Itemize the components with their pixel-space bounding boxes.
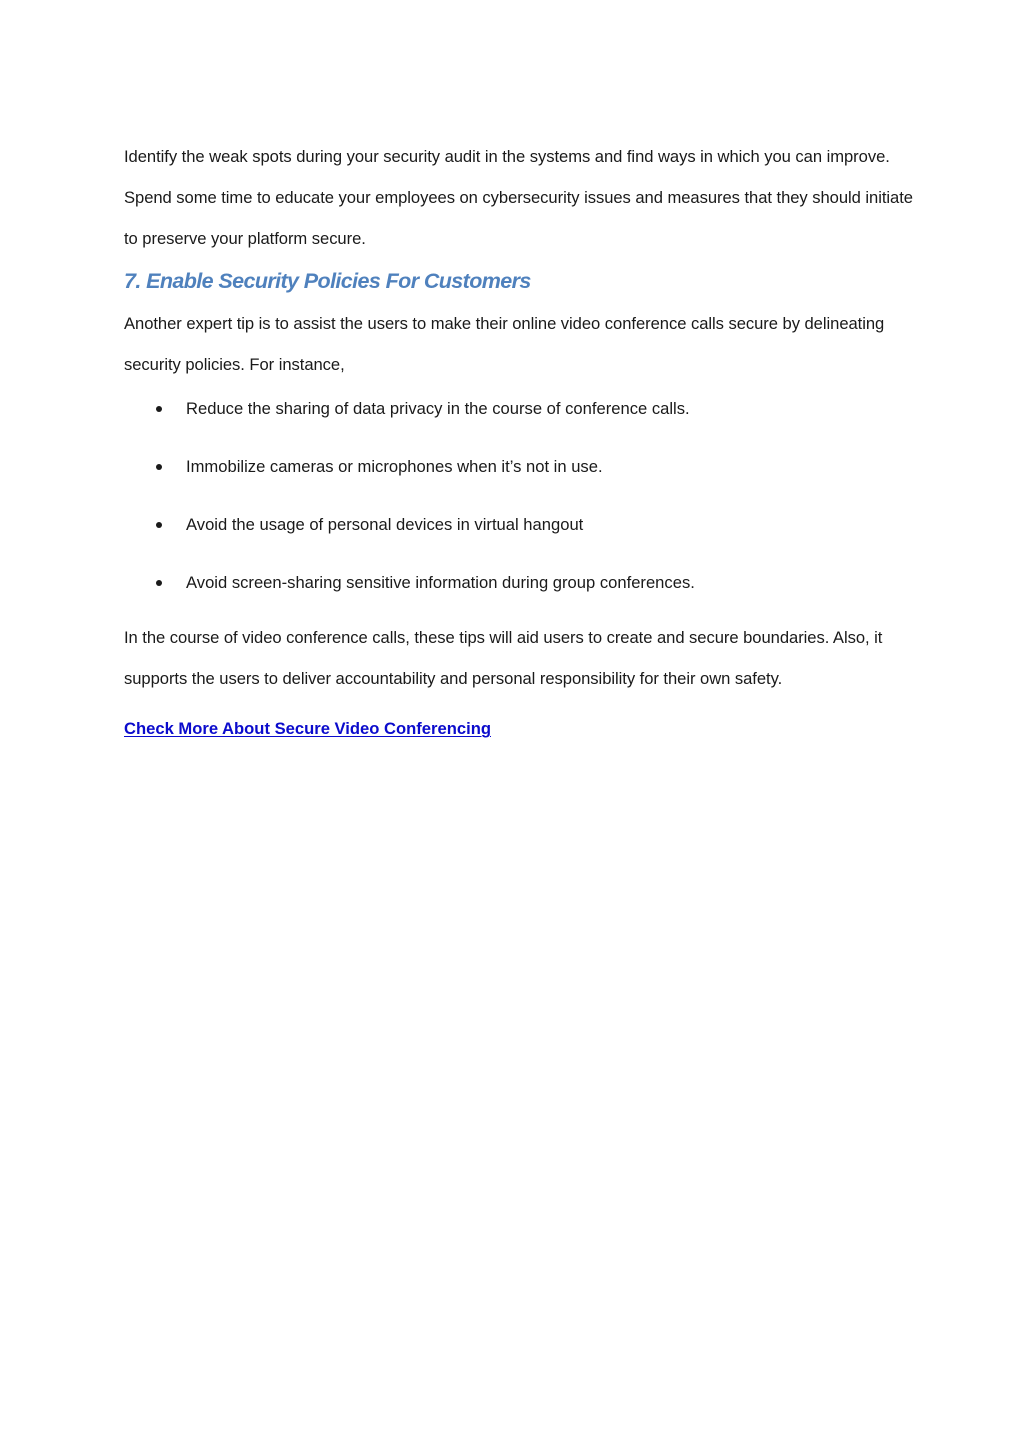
intro-paragraph: Identify the weak spots during your security audit in the systems and find ways in which you can improve. Spend some time to educate your employees on cybersecurity issues and measures that they should initiate to preserve your platform secure. xyxy=(124,147,913,249)
section-intro-paragraph: Another expert tip is to assist the users to make their online video conference calls secure by delineating security policies. For instance, xyxy=(124,313,885,374)
list-item xyxy=(124,397,914,421)
list-item xyxy=(124,455,914,479)
list-item xyxy=(124,571,914,595)
secure-video-conferencing-link[interactable]: Check More About Secure Video Conferencing xyxy=(124,719,491,739)
bullet-icon xyxy=(156,580,162,586)
list-item-text: Immobilize cameras or microphones when it’s not in use. xyxy=(186,457,603,477)
bullet-icon xyxy=(156,406,162,412)
list-item-text: Reduce the sharing of data privacy in the course of conference calls. xyxy=(186,399,690,419)
section-heading: 7. Enable Security Policies For Customers xyxy=(124,268,531,293)
list-item-text: Avoid the usage of personal devices in virtual hangout xyxy=(186,515,584,535)
closing-paragraph: In the course of video conference calls, these tips will aid users to create and secure boundaries. Also, it supports the users to deliver accountability and personal responsibility for their own safety. xyxy=(124,628,883,689)
list-item-text: Avoid screen-sharing sensitive information during group conferences. xyxy=(186,573,695,593)
bullet-icon xyxy=(156,522,162,528)
bullet-icon xyxy=(156,464,162,470)
link-paragraph xyxy=(124,717,914,741)
document-body xyxy=(124,136,914,741)
tips-list xyxy=(124,397,914,595)
list-item xyxy=(124,513,914,537)
